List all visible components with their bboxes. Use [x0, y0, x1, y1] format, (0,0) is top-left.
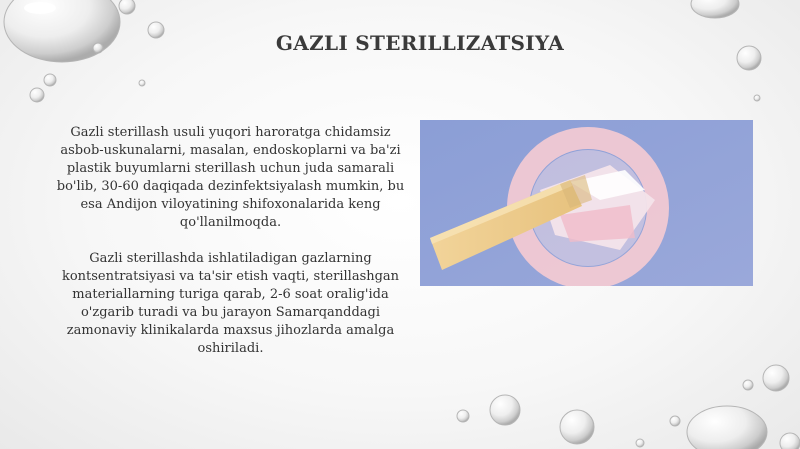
slide-body [48, 124, 413, 376]
paragraph-2: Gazli sterillashda ishlatiladigan gazlarning kontsentratsiyasi va ta'sir etish vaqti, sterillashgan materiallarning turiga qarab, 2-6 soat oralig'ida o'zgarib turadi va bu jarayon Samarqanddagi zamonaviy klinikalarda maxsus jihozlarda amalga oshiriladi. [61, 251, 400, 356]
slide-title: GAZLI STERILLIZATSIYA [275, 31, 565, 55]
sterilization-pouch-photo [420, 120, 753, 286]
paragraph-1: Gazli sterillash usuli yuqori haroratga chidamsiz asbob-uskunalarni, masalan, endoskoplarni va ba'zi plastik buyumlarni sterillash uchun juda samarali bo'lib, 30-60 daqiqada dezinfektsiyalash mumkin, bu esa Andijon viloyatining shifoxonalarida keng qo'llanilmoqda. [56, 125, 405, 230]
